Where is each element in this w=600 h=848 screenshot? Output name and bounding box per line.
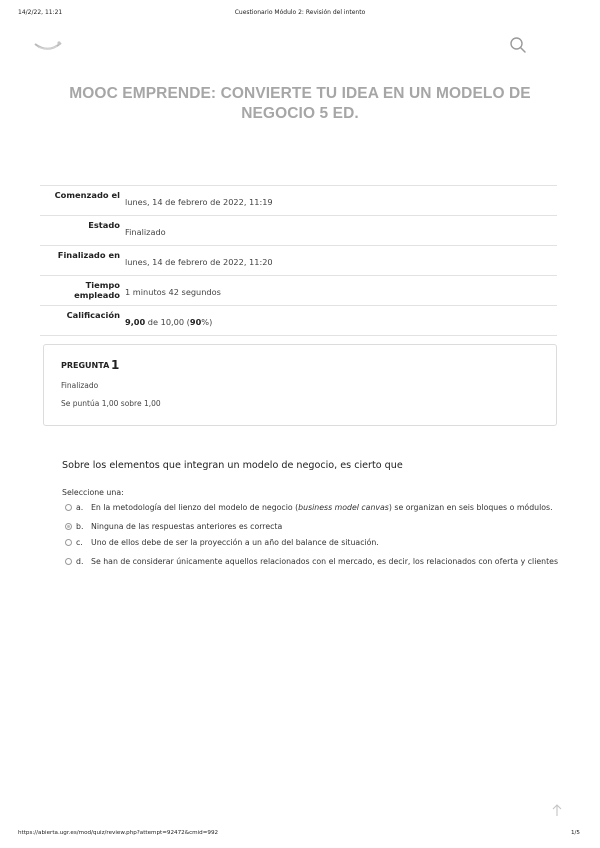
- question-label: PREGUNTA: [61, 361, 110, 370]
- radio-button-selected[interactable]: [65, 523, 72, 530]
- grade-value: [120, 306, 557, 336]
- summary-label: Tiempo empleado: [40, 276, 120, 306]
- answer-text: Ninguna de las respuestas anteriores es correcta: [91, 522, 283, 531]
- grade-label: Calificación: [40, 306, 120, 336]
- summary-row: [40, 246, 557, 276]
- summary-value: Finalizado: [120, 216, 557, 246]
- grade-of-text: de 10,00 (: [145, 317, 190, 327]
- answer-letter: a.: [76, 503, 84, 512]
- summary-label: Finalizado en: [40, 246, 120, 276]
- answer-text: Uno de ellos debe de ser la proyección a un año del balance de situación.: [91, 538, 379, 547]
- print-footer: [0, 830, 600, 840]
- answer-text: Se han de considerar únicamente aquellos relacionados con el mercado, es decir, los relacionados con oferta y clientes: [91, 557, 559, 566]
- answer-prompt: Seleccione una:: [62, 488, 124, 497]
- question-state: Finalizado: [61, 381, 99, 390]
- answer-letter: d.: [76, 557, 84, 566]
- answer-text: En la metodología del lienzo del modelo de negocio (business model canvas) se organizan en seis bloques o módulos.: [91, 503, 553, 512]
- answer-letter: b.: [76, 522, 84, 531]
- question-text: Sobre los elementos que integran un modelo de negocio, es cierto que: [62, 460, 403, 471]
- print-header: [0, 9, 600, 21]
- summary-row-grade: [40, 306, 557, 336]
- question-info-card: [43, 344, 557, 426]
- summary-row: [40, 186, 557, 216]
- grade-suffix: %): [201, 317, 213, 327]
- print-date: 14/2/22, 11:21: [18, 9, 63, 16]
- print-title: Cuestionario Módulo 2: Revisión del intento: [234, 9, 366, 16]
- summary-row: [40, 216, 557, 246]
- radio-button[interactable]: [65, 558, 72, 565]
- page-number: 1/5: [570, 830, 580, 836]
- radio-button[interactable]: [65, 504, 72, 511]
- summary-label: Estado: [40, 216, 120, 246]
- summary-value: 1 minutos 42 segundos: [120, 276, 557, 306]
- grade-percent: 90: [189, 317, 202, 327]
- logo-icon[interactable]: [32, 38, 64, 54]
- grade-score: 9,00: [125, 317, 146, 327]
- summary-row: [40, 276, 557, 306]
- arrow-up-icon[interactable]: [551, 802, 563, 816]
- attempt-summary-table: [40, 185, 557, 336]
- summary-label: Comenzado el: [40, 186, 120, 216]
- question-grade: Se puntúa 1,00 sobre 1,00: [61, 399, 161, 408]
- summary-value: lunes, 14 de febrero de 2022, 11:20: [120, 246, 557, 276]
- search-icon[interactable]: [508, 35, 528, 55]
- question-number: 1: [111, 358, 120, 372]
- course-title: MOOC EMPRENDE: CONVIERTE TU IDEA EN UN MODELO DE NEGOCIO 5 ED.: [69, 85, 531, 122]
- radio-button[interactable]: [65, 539, 72, 546]
- summary-value: lunes, 14 de febrero de 2022, 11:19: [120, 186, 557, 216]
- print-url: https://abierta.ugr.es/mod/quiz/review.php?attempt=92472&cmid=992: [18, 830, 219, 836]
- answer-letter: c.: [76, 538, 83, 547]
